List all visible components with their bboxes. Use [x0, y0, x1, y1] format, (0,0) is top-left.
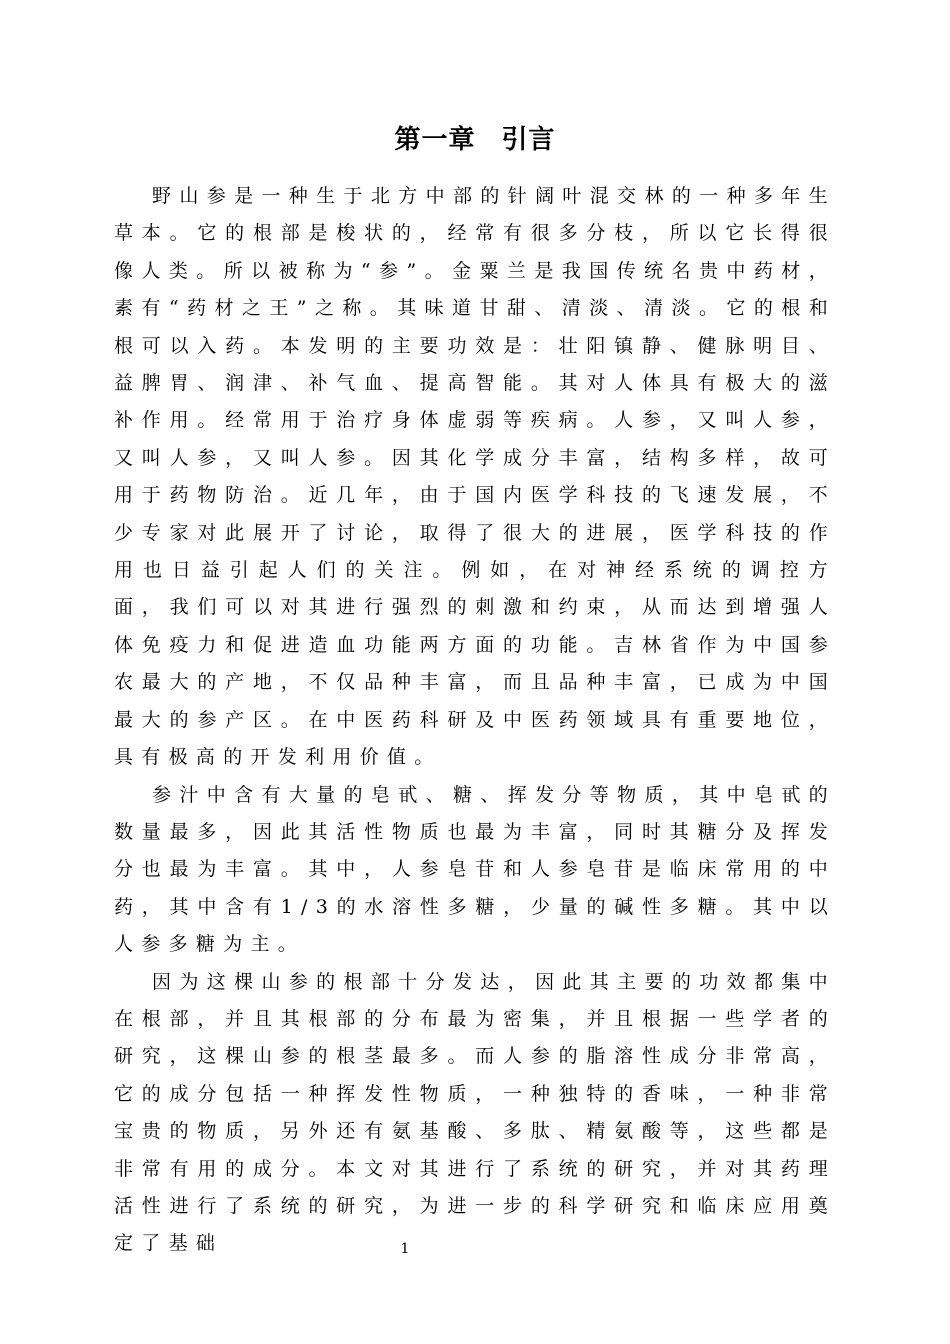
chapter-label: 第一章	[394, 125, 476, 155]
paragraph: 因为这棵山参的根部十分发达，因此其主要的功效都集中在根部，并且其根部的分布最为密集，并且根据一些学者的研究，这棵山参的根茎最多。而人参的脂溶性成分非常高，它的成分包括一种挥发性物质，一种独特的香味，一种非常宝贵的物质，另外还有氨基酸、多肽、精氨酸等，这些都是非常有用的成分。本文对其进行了系统的研究，并对其药理活性进行了系统的研究，为进一步的科学研究和临床应用奠定了基础	[114, 970, 836, 1255]
body-text	[114, 178, 836, 1263]
paragraph: 参汁中含有大量的皂甙、糖、挥发分等物质，其中皂甙的数量最多，因此其活性物质也最为丰富，同时其糖分及挥发分也最为丰富。其中，人参皂苷和人参皂苷是临床常用的中药，其中含有1/3的水溶性多糖，少量的碱性多糖。其中以人参多糖为主。	[114, 783, 836, 956]
chapter-title-text: 引言	[501, 125, 556, 155]
page-number: 1	[400, 1241, 410, 1257]
chapter-title	[0, 118, 950, 162]
paragraph: 野山参是一种生于北方中部的针阔叶混交林的一种多年生草本。它的根部是梭状的，经常有很多分枝，所以它长得很像人类。所以被称为“参”。金粟兰是我国传统名贵中药材，素有“药材之王”之称。其味道甘甜、清淡、清淡。它的根和根可以入药。本发明的主要功效是：壮阳镇静、健脉明目、益脾胃、润津、补气血、提高智能。其对人体具有极大的滋补作用。经常用于治疗身体虚弱等疾病。人参，又叫人参，又叫人参，又叫人参。因其化学成分丰富，结构多样，故可用于药物防治。近几年，由于国内医学科技的飞速发展，不少专家对此展开了讨论，取得了很大的进展，医学科技的作用也日益引起人们的关注。例如，在对神经系统的调控方面，我们可以对其进行强烈的刺激和约束，从而达到增强人体免疫力和促进造血功能两方面的功能。吉林省作为中国参农最大的产地，不仅品种丰富，而且品种丰富，已成为中国最大的参产区。在中医药科研及中医药领域具有重要地位，具有极高的开发利用价值。	[114, 185, 836, 769]
